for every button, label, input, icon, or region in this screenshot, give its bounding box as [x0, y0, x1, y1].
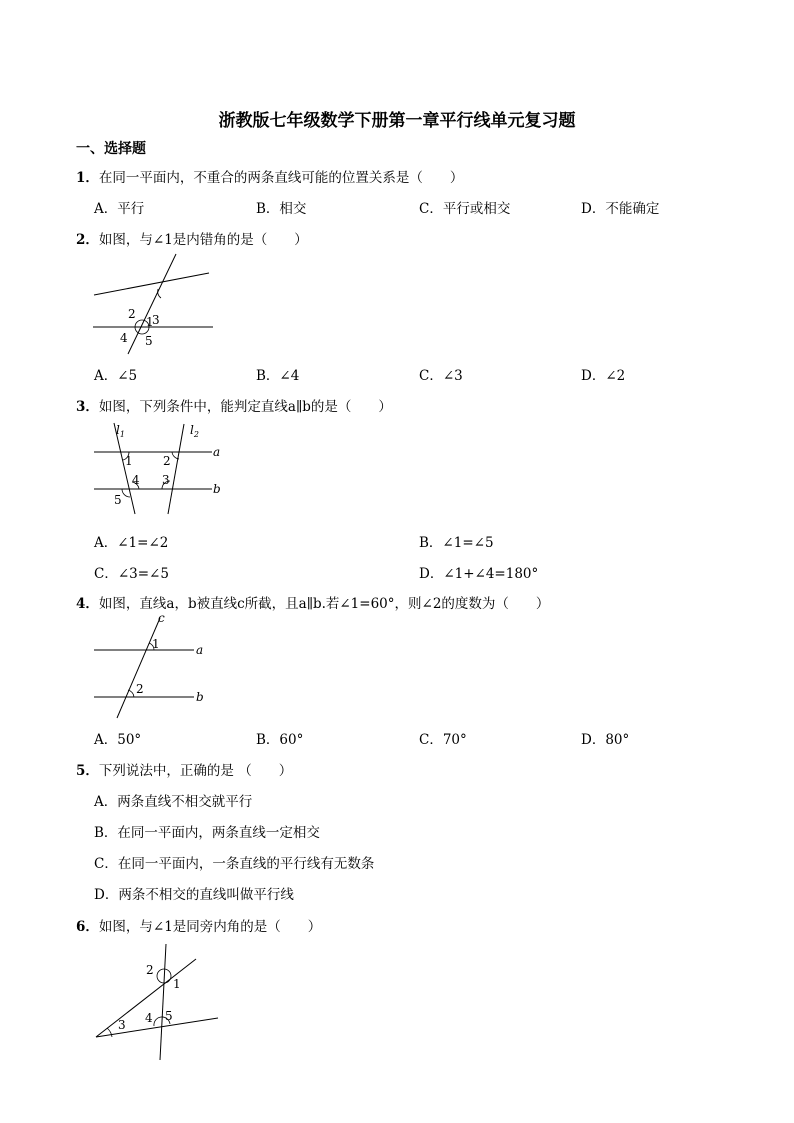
- q1-option-b: B．相交: [256, 201, 307, 217]
- q3-option-a: A．∠1=∠2: [94, 535, 169, 551]
- q4-option-d: D．80°: [581, 732, 630, 748]
- line-c: [117, 618, 160, 718]
- q1-option-a: A．平行: [94, 201, 145, 217]
- section-heading: 一、选择题: [76, 141, 146, 157]
- q4-option-c: C．70°: [419, 732, 467, 748]
- q4-figure: [88, 610, 218, 722]
- q2-option-a: A．∠5: [94, 368, 138, 384]
- label-1: 1: [173, 977, 181, 991]
- label-3: 3: [118, 1018, 126, 1032]
- line-l2: [168, 424, 184, 514]
- label-c: c: [158, 611, 165, 625]
- q3-figure: [88, 418, 230, 522]
- question-4: [76, 592, 549, 612]
- label-b: b: [213, 482, 221, 496]
- label-l1-letter: l: [116, 423, 120, 437]
- line-base: [96, 1018, 218, 1037]
- label-l2-subscript: 2: [193, 430, 199, 439]
- q1-option-d: D．不能确定: [581, 201, 660, 217]
- q3-option-b: B．∠1=∠5: [419, 535, 494, 551]
- label-1: 1: [146, 315, 154, 329]
- label-b: b: [196, 690, 204, 704]
- q2-figure: [88, 250, 218, 358]
- question-3: [76, 395, 392, 415]
- label-l1: [116, 423, 125, 439]
- q3-option-d: D．∠1+∠4=180°: [419, 566, 539, 582]
- q1-option-c: C．平行或相交: [419, 201, 511, 217]
- q5-option-b: B．在同一平面内，两条直线一定相交: [94, 825, 320, 841]
- label-5: 5: [165, 1009, 173, 1023]
- q2-option-b: B．∠4: [256, 368, 300, 384]
- q3-option-c: C．∠3=∠5: [94, 566, 169, 582]
- question-number: 5．: [76, 763, 99, 779]
- label-5: 5: [114, 493, 122, 507]
- page-title: 浙教版七年级数学下册第一章平行线单元复习题: [218, 111, 576, 131]
- label-a: a: [213, 445, 221, 459]
- q5-option-c: C．在同一平面内，一条直线的平行线有无数条: [94, 856, 375, 872]
- label-l2: [190, 423, 199, 439]
- label-2: 2: [163, 454, 171, 468]
- question-number: 6．: [76, 919, 99, 935]
- question-number: 1．: [76, 170, 99, 186]
- question-number: 2．: [76, 232, 99, 248]
- question-1: [76, 166, 463, 186]
- q4-option-a: A．50°: [94, 732, 142, 748]
- question-text: 如图，下列条件中，能判定直线a∥b的是（ ）: [98, 399, 392, 415]
- label-4: 4: [120, 331, 128, 345]
- question-number: 4．: [76, 596, 99, 612]
- question-5: [76, 759, 292, 779]
- label-1: 1: [152, 637, 160, 651]
- label-4: 4: [145, 1011, 153, 1025]
- label-l1-subscript: 1: [119, 430, 125, 439]
- label-2: 2: [146, 963, 154, 977]
- question-2: [76, 228, 308, 248]
- label-1: 1: [125, 454, 133, 468]
- q2-option-c: C．∠3: [419, 368, 463, 384]
- question-text: 在同一平面内，不重合的两条直线可能的位置关系是（ ）: [98, 170, 464, 186]
- q5-option-a: A．两条直线不相交就平行: [94, 794, 253, 810]
- q5-option-d: D．两条不相交的直线叫做平行线: [94, 887, 294, 903]
- transversal: [160, 944, 166, 1060]
- line-upper: [94, 273, 209, 295]
- q4-option-b: B．60°: [256, 732, 304, 748]
- label-4: 4: [132, 473, 140, 487]
- question-6: [76, 915, 321, 935]
- question-text: 如图，与∠1是内错角的是（ ）: [98, 232, 308, 248]
- label-5: 5: [145, 334, 153, 348]
- question-number: 3．: [76, 399, 99, 415]
- angle-arc: [122, 489, 130, 497]
- label-a: a: [196, 643, 204, 657]
- q6-figure: [88, 940, 224, 1064]
- question-text: 如图，与∠1是同旁内角的是（ ）: [98, 919, 322, 935]
- question-text: 下列说法中，正确的是 （ ）: [98, 763, 293, 779]
- q2-option-d: D．∠2: [581, 368, 626, 384]
- question-text: 如图，直线a，b被直线c所截，且a∥b.若∠1=60°，则∠2的度数为（ ）: [98, 596, 550, 612]
- label-3: 3: [152, 313, 160, 327]
- label-2: 2: [136, 682, 144, 696]
- label-l2-letter: l: [190, 423, 194, 437]
- label-3: 3: [162, 473, 170, 487]
- label-2: 2: [128, 307, 136, 321]
